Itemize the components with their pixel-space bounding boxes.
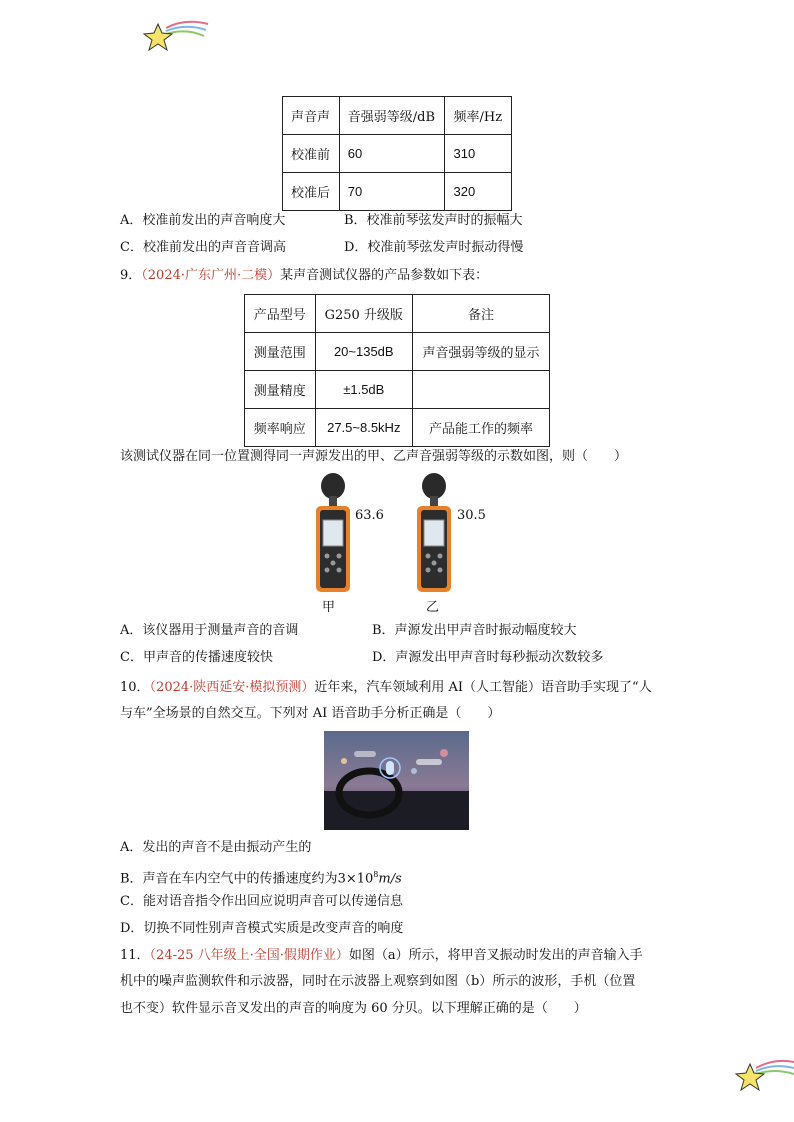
table-header: 频率/Hz xyxy=(445,97,512,135)
sound-meter-yi-image xyxy=(413,472,455,594)
table-cell: 备注 xyxy=(413,295,550,333)
question-number: 10． xyxy=(120,680,150,695)
table-cell: 测量精度 xyxy=(245,371,316,409)
table-cell: 校准后 xyxy=(283,173,340,211)
q8-option-d: D．校准前琴弦发声时振动得慢 xyxy=(344,240,524,255)
q10-stem-line1 xyxy=(120,678,652,698)
meter-reading-jia: 63.6 xyxy=(355,508,384,523)
shooting-star-icon xyxy=(140,18,212,58)
q10-stem-line2: 与车”全场景的自然交互。下列对 AI 语音助手分析正确是（ ） xyxy=(120,706,501,721)
table-cell xyxy=(413,371,550,409)
q11-stem-line3: 也不变）软件显示音叉发出的声音的响度为 60 分贝。以下理解正确的是（ ） xyxy=(120,1001,587,1016)
question-text: 某声音测试仪器的产品参数如下表： xyxy=(280,268,489,283)
question-number: 11． xyxy=(120,948,150,963)
q9-option-d: D．声源发出甲声音时每秒振动次数较多 xyxy=(372,650,604,665)
q9-stem xyxy=(120,266,488,286)
q8-option-c: C．校准前发出的声音音调高 xyxy=(120,240,286,255)
q11-stem-line2: 机中的噪声监测软件和示波器，同时在示波器上观察到如图（b）所示的波形，手机（位置 xyxy=(120,974,636,989)
table-cell: 测量范围 xyxy=(245,333,316,371)
q8-option-a: A．校准前发出的声音响度大 xyxy=(120,213,286,228)
table-cell: 声音强弱等级的显示 xyxy=(413,333,550,371)
car-dashboard-photo xyxy=(324,731,469,830)
math-unit: m/s xyxy=(378,871,402,887)
table-header: 音强弱等级/dB xyxy=(339,97,445,135)
shooting-star-icon xyxy=(734,1056,794,1096)
option-text: B．声音在车内空气中的传播速度约为 xyxy=(120,871,338,887)
question-source: （2024·广东广州·二模） xyxy=(141,268,281,283)
q9-option-b: B．声源发出甲声音时振动幅度较大 xyxy=(372,623,577,638)
math-value: 3×10 xyxy=(337,871,374,887)
meter-reading-yi: 30.5 xyxy=(457,508,486,523)
table-cell: 70 xyxy=(339,173,445,211)
sound-meter-jia-image xyxy=(312,472,354,594)
table-cell: 产品能工作的频率 xyxy=(413,409,550,447)
table-cell: 频率响应 xyxy=(245,409,316,447)
math-exponent: 8 xyxy=(373,870,379,879)
question-number: 9． xyxy=(120,268,142,283)
table-cell: 20~135dB xyxy=(315,333,412,371)
meter-label-yi: 乙 xyxy=(426,600,440,615)
q10-option-d: D．切换不同性别声音模式实质是改变声音的响度 xyxy=(120,921,404,936)
q8-option-b: B．校准前琴弦发声时的振幅大 xyxy=(344,213,523,228)
table-cell: 320 xyxy=(445,173,512,211)
table-cell: 310 xyxy=(445,135,512,173)
question-source: （2024·陕西延安·模拟预测） xyxy=(149,680,315,695)
q10-option-b xyxy=(120,865,402,889)
table-cell: 60 xyxy=(339,135,445,173)
question-text: 如图（a）所示，将甲音叉振动时发出的声音输入手 xyxy=(348,948,643,963)
calibration-table xyxy=(282,96,512,211)
q11-stem-line1 xyxy=(120,946,643,966)
table-cell: 校准前 xyxy=(283,135,340,173)
question-source: （24-25 八年级上·全国·假期作业） xyxy=(149,948,349,963)
q9-option-a: A．该仪器用于测量声音的音调 xyxy=(120,623,299,638)
table-header: 声音声 xyxy=(283,97,340,135)
table-cell: 27.5~8.5kHz xyxy=(315,409,412,447)
question-text: 近年来，汽车领域利用 AI（人工智能）语音助手实现了“人 xyxy=(314,680,652,695)
meter-label-jia: 甲 xyxy=(322,600,336,615)
q9-followup: 该测试仪器在同一位置测得同一声源发出的甲、乙声音强弱等级的示数如图，则（ ） xyxy=(120,449,628,464)
q10-option-a: A．发出的声音不是由振动产生的 xyxy=(120,840,312,855)
product-spec-table xyxy=(244,294,550,447)
table-cell: ±1.5dB xyxy=(315,371,412,409)
q10-option-c: C．能对语音指令作出回应说明声音可以传递信息 xyxy=(120,894,403,909)
table-cell: G250 升级版 xyxy=(315,295,412,333)
q9-option-c: C．甲声音的传播速度较快 xyxy=(120,650,273,665)
table-cell: 产品型号 xyxy=(245,295,316,333)
